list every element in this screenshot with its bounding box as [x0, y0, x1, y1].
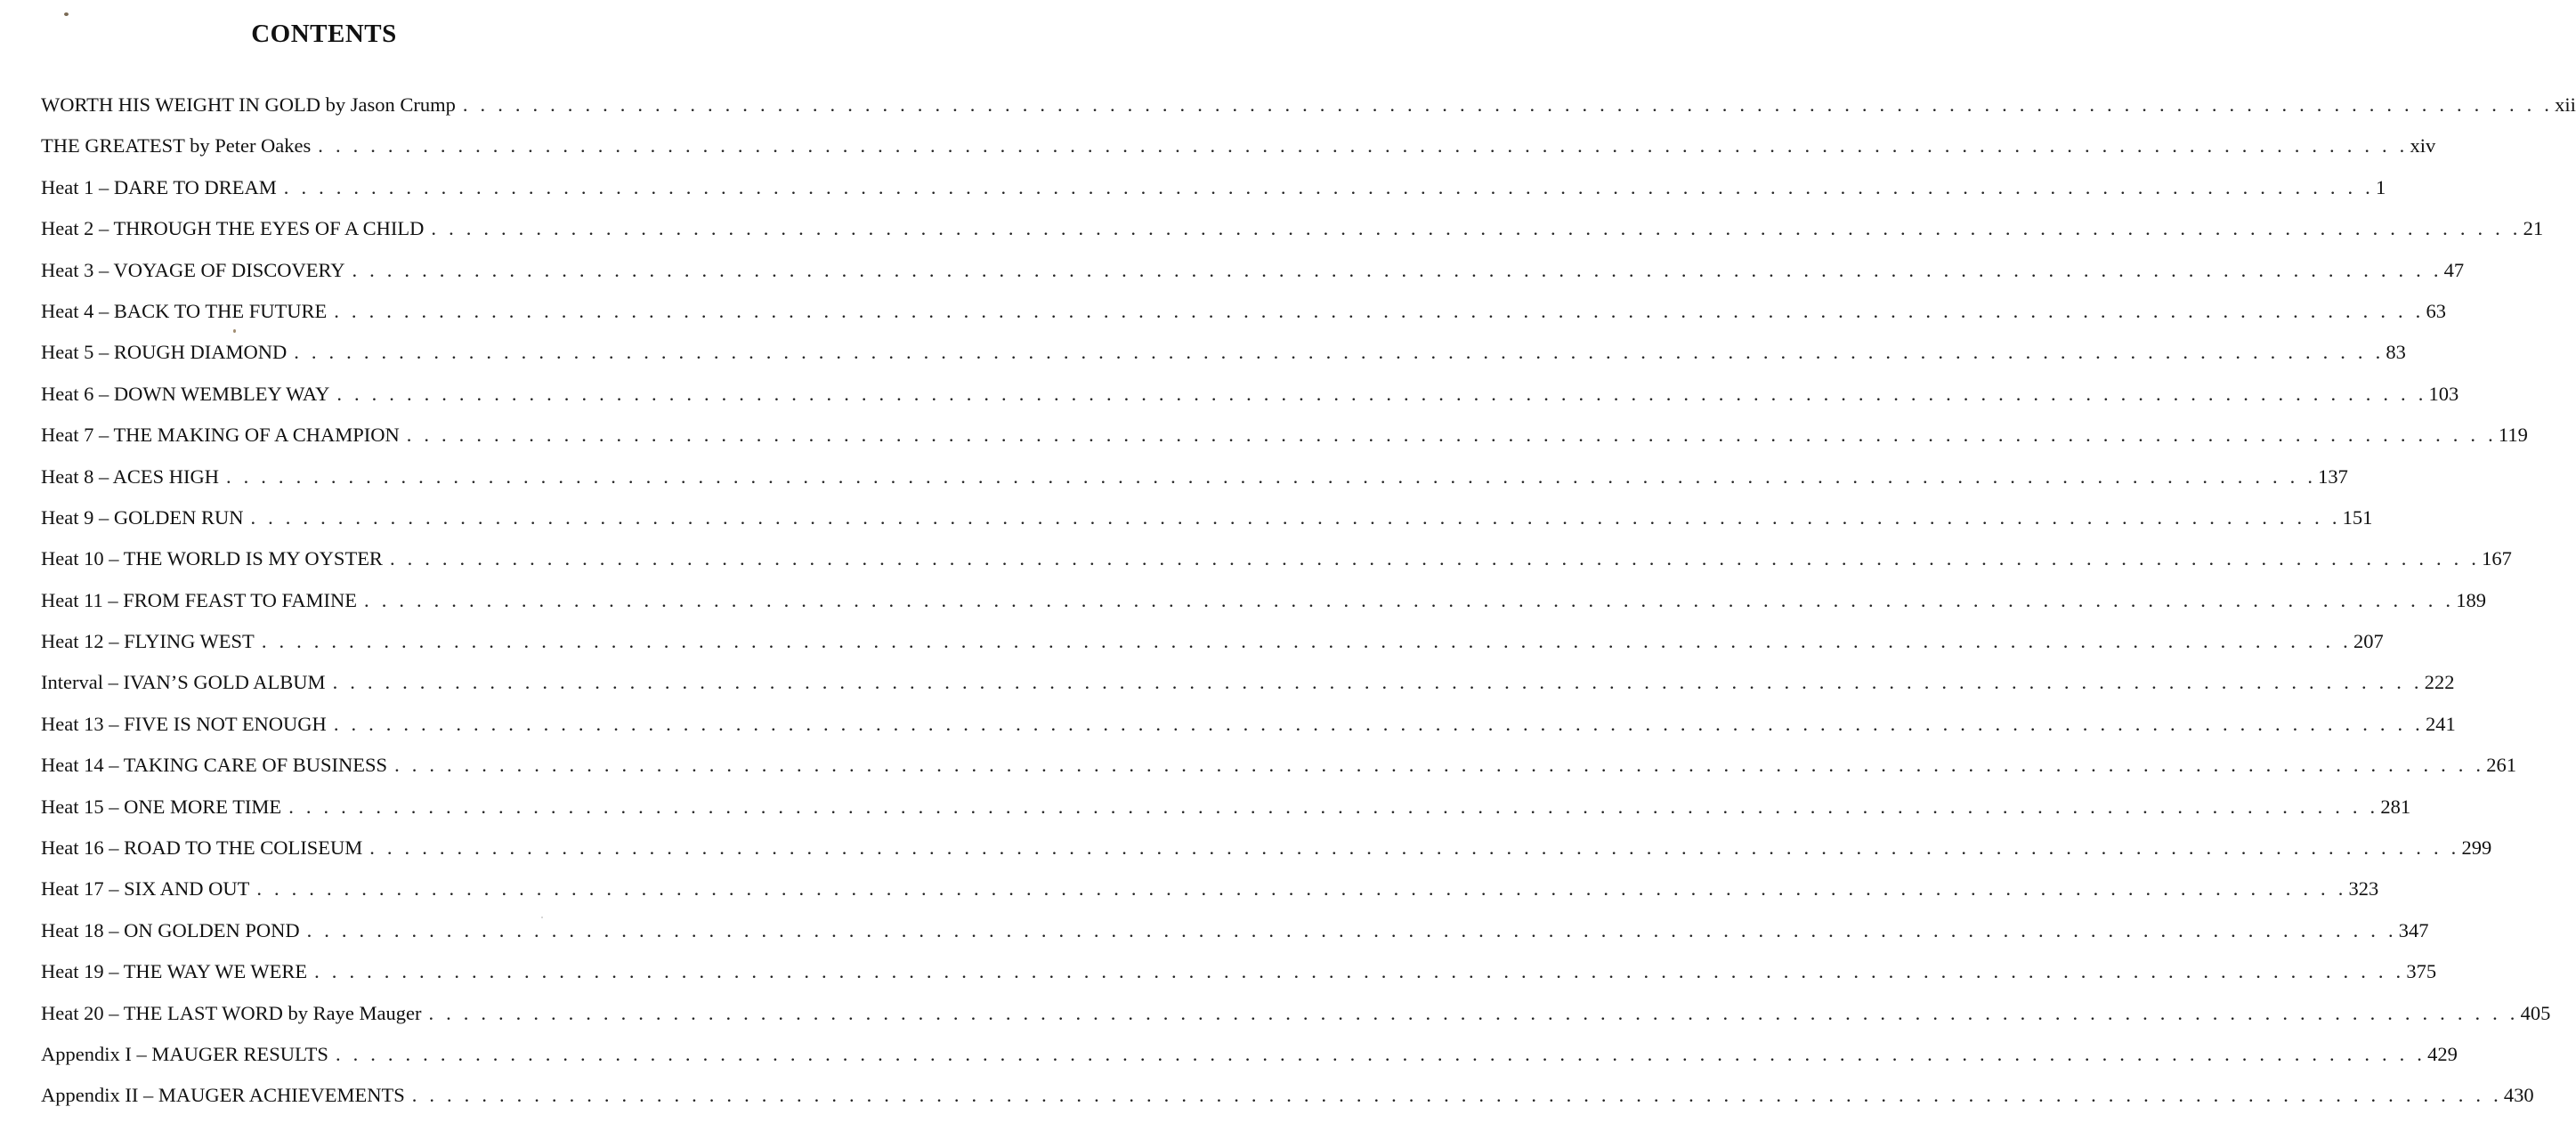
toc-entry-title: Heat 14 – TAKING CARE OF BUSINESS — [41, 754, 388, 777]
toc-entry[interactable] — [41, 754, 2516, 795]
toc-entry-title: Appendix II – MAUGER ACHIEVEMENTS — [41, 1084, 405, 1107]
toc-entry[interactable] — [41, 505, 2373, 547]
toc-entry-title: Heat 20 – THE LAST WORD by Raye Mauger — [41, 1001, 422, 1024]
toc-entry[interactable] — [41, 630, 2384, 671]
toc-entry-page-number: 47 — [2443, 258, 2465, 281]
toc-entry-page-number: 323 — [2348, 877, 2379, 901]
toc-entry[interactable] — [41, 671, 2455, 712]
toc-entry-page-number: 430 — [2503, 1084, 2534, 1107]
toc-entry-page-number: 63 — [2426, 299, 2446, 322]
toc-entry-page-number: 299 — [2461, 836, 2492, 860]
toc-entry-title: Heat 3 – VOYAGE OF DISCOVERY — [41, 258, 345, 281]
toc-entry[interactable] — [41, 424, 2528, 464]
dot-leader: . . . . . . . . . . . . . . . . . . . . . . . . . . . . . . . . . . . . . . . . . . . . . . . . . . . . . . . . . . . . . . . . . . . . . . . . . . . . . . . . . . . . . . . . . . . . . . . . . . . . . . . . . . . . . . . . . . . . . . . . — [406, 424, 2497, 447]
toc-entry[interactable] — [41, 1042, 2458, 1084]
toc-entry[interactable] — [41, 464, 2348, 506]
toc-entry-page-number: 21 — [2523, 217, 2544, 240]
toc-entry[interactable] — [41, 588, 2486, 630]
dot-leader: . . . . . . . . . . . . . . . . . . . . . . . . . . . . . . . . . . . . . . . . . . . . . . . . . . . . . . . . . . . . . . . . . . . . . . . . . . . . . . . . . . . . . . . . . . . . . . . . . . . . . . . . . . . . . . . . . . . . . . . . — [288, 795, 2379, 818]
toc-entry-page-number: 103 — [2428, 382, 2459, 405]
toc-entry-title: Heat 18 – ON GOLDEN POND — [41, 918, 300, 941]
toc-entry-page-number: 151 — [2342, 505, 2373, 529]
dot-leader: . . . . . . . . . . . . . . . . . . . . . . . . . . . . . . . . . . . . . . . . . . . . . . . . . . . . . . . . . . . . . . . . . . . . . . . . . . . . . . . . . . . . . . . . . . . . . . . . . . . . . . . . . . . . . . . . . . . . . . . . — [394, 754, 2485, 777]
toc-entry-page-number: 281 — [2380, 795, 2411, 818]
dot-leader: . . . . . . . . . . . . . . . . . . . . . . . . . . . . . . . . . . . . . . . . . . . . . . . . . . . . . . . . . . . . . . . . . . . . . . . . . . . . . . . . . . . . . . . . . . . . . . . . . . . . . . . . . . . . . . . . . . . . . . . . — [428, 1001, 2519, 1024]
toc-entry-title: Heat 15 – ONE MORE TIME — [41, 795, 282, 818]
toc-entry[interactable] — [41, 134, 2436, 175]
toc-entry-page-number: 167 — [2482, 547, 2512, 570]
toc-entry-title: Appendix I – MAUGER RESULTS — [41, 1042, 328, 1065]
dot-leader: . . . . . . . . . . . . . . . . . . . . . . . . . . . . . . . . . . . . . . . . . . . . . . . . . . . . . . . . . . . . . . . . . . . . . . . . . . . . . . . . . . . . . . . . . . . . . . . . . . . . . . . . . . . . . . . . . . . . . . . . — [333, 712, 2424, 735]
toc-entry[interactable] — [41, 341, 2406, 382]
toc-entry[interactable] — [41, 1001, 2551, 1043]
toc-entry-title: Heat 1 – DARE TO DREAM — [41, 175, 277, 198]
dot-leader: . . . . . . . . . . . . . . . . . . . . . . . . . . . . . . . . . . . . . . . . . . . . . . . . . . . . . . . . . . . . . . . . . . . . . . . . . . . . . . . . . . . . . . . . . . . . . . . . . . . . . . . . . . . . . . . . . . . . . . . . — [306, 918, 2397, 941]
toc-entry-title: Heat 2 – THROUGH THE EYES OF A CHILD — [41, 217, 425, 240]
dot-leader: . . . . . . . . . . . . . . . . . . . . . . . . . . . . . . . . . . . . . . . . . . . . . . . . . . . . . . . . . . . . . . . . . . . . . . . . . . . . . . . . . . . . . . . . . . . . . . . . . . . . . . . . . . . . . . . . . . . . . . . . — [352, 258, 2442, 281]
toc-entry-page-number: 119 — [2498, 424, 2528, 447]
paper-speck — [64, 12, 69, 16]
dot-leader: . . . . . . . . . . . . . . . . . . . . . . . . . . . . . . . . . . . . . . . . . . . . . . . . . . . . . . . . . . . . . . . . . . . . . . . . . . . . . . . . . . . . . . . . . . . . . . . . . . . . . . . . . . . . . . . . . . . . . . . . — [364, 588, 2455, 611]
toc-entry-title: Heat 17 – SIX AND OUT — [41, 877, 250, 901]
toc-entry[interactable] — [41, 547, 2512, 588]
dot-leader: . . . . . . . . . . . . . . . . . . . . . . . . . . . . . . . . . . . . . . . . . . . . . . . . . . . . . . . . . . . . . . . . . . . . . . . . . . . . . . . . . . . . . . . . . . . . . . . . . . . . . . . . . . . . . . . . . . . . . . . . — [225, 464, 2317, 488]
dot-leader: . . . . . . . . . . . . . . . . . . . . . . . . . . . . . . . . . . . . . . . . . . . . . . . . . . . . . . . . . . . . . . . . . . . . . . . . . . . . . . . . . . . . . . . . . . . . . . . . . . . . . . . . . . . . . . . . . . . . . . . . — [431, 217, 2522, 240]
toc-entry-title: Heat 5 – ROUGH DIAMOND — [41, 341, 288, 364]
table-of-contents — [41, 93, 2576, 1126]
toc-entry[interactable] — [41, 960, 2437, 1001]
toc-entry[interactable] — [41, 93, 2576, 134]
toc-entry[interactable] — [41, 258, 2465, 300]
dot-leader: . . . . . . . . . . . . . . . . . . . . . . . . . . . . . . . . . . . . . . . . . . . . . . . . . . . . . . . . . . . . . . . . . . . . . . . . . . . . . . . . . . . . . . . . . . . . . . . . . . . . . . . . . . . . . . . . . . . . . . . . — [336, 382, 2427, 405]
toc-entry-page-number: 241 — [2426, 712, 2456, 735]
toc-entry-title: Heat 16 – ROAD TO THE COLISEUM — [41, 836, 363, 860]
toc-entry-page-number: xiv — [2410, 134, 2436, 158]
dot-leader: . . . . . . . . . . . . . . . . . . . . . . . . . . . . . . . . . . . . . . . . . . . . . . . . . . . . . . . . . . . . . . . . . . . . . . . . . . . . . . . . . . . . . . . . . . . . . . . . . . . . . . . . . . . . . . . . . . . . . . . . — [411, 1084, 2502, 1107]
dot-leader: . . . . . . . . . . . . . . . . . . . . . . . . . . . . . . . . . . . . . . . . . . . . . . . . . . . . . . . . . . . . . . . . . . . . . . . . . . . . . . . . . . . . . . . . . . . . . . . . . . . . . . . . . . . . . . . . . . . . . . . . — [261, 630, 2352, 653]
toc-entry-page-number: 83 — [2386, 341, 2406, 364]
toc-entry-title: THE GREATEST by Peter Oakes — [41, 134, 312, 158]
toc-entry[interactable] — [41, 712, 2456, 754]
dot-leader: . . . . . . . . . . . . . . . . . . . . . . . . . . . . . . . . . . . . . . . . . . . . . . . . . . . . . . . . . . . . . . . . . . . . . . . . . . . . . . . . . . . . . . . . . . . . . . . . . . . . . . . . . . . . . . . . . . . . . . . . — [462, 93, 2554, 116]
toc-entry-title: Interval – IVAN’S GOLD ALBUM — [41, 671, 326, 694]
toc-entry[interactable] — [41, 217, 2544, 258]
toc-entry[interactable] — [41, 795, 2411, 836]
toc-entry[interactable] — [41, 918, 2429, 960]
toc-entry-title: Heat 10 – THE WORLD IS MY OYSTER — [41, 547, 383, 570]
dot-leader: . . . . . . . . . . . . . . . . . . . . . . . . . . . . . . . . . . . . . . . . . . . . . . . . . . . . . . . . . . . . . . . . . . . . . . . . . . . . . . . . . . . . . . . . . . . . . . . . . . . . . . . . . . . . . . . . . . . . . . . . — [250, 505, 2341, 529]
toc-entry-page-number: xii — [2555, 93, 2576, 116]
toc-entry[interactable] — [41, 836, 2492, 877]
toc-entry-title: Heat 9 – GOLDEN RUN — [41, 505, 244, 529]
toc-entry-page-number: 137 — [2318, 464, 2348, 488]
toc-entry-title: Heat 7 – THE MAKING OF A CHAMPION — [41, 424, 400, 447]
contents-heading: CONTENTS — [251, 20, 397, 48]
toc-entry-page-number: 207 — [2353, 630, 2384, 653]
toc-entry-title: Heat 13 – FIVE IS NOT ENOUGH — [41, 712, 327, 735]
toc-entry-page-number: 405 — [2520, 1001, 2551, 1024]
toc-entry-page-number: 1 — [2375, 175, 2386, 198]
toc-entry-title: Heat 11 – FROM FEAST TO FAMINE — [41, 588, 358, 611]
dot-leader: . . . . . . . . . . . . . . . . . . . . . . . . . . . . . . . . . . . . . . . . . . . . . . . . . . . . . . . . . . . . . . . . . . . . . . . . . . . . . . . . . . . . . . . . . . . . . . . . . . . . . . . . . . . . . . . . . . . . . . . . — [294, 341, 2385, 364]
toc-entry-title: WORTH HIS WEIGHT IN GOLD by Jason Crump — [41, 93, 456, 116]
toc-entry-title: Heat 19 – THE WAY WE WERE — [41, 960, 308, 983]
dot-leader: . . . . . . . . . . . . . . . . . . . . . . . . . . . . . . . . . . . . . . . . . . . . . . . . . . . . . . . . . . . . . . . . . . . . . . . . . . . . . . . . . . . . . . . . . . . . . . . . . . . . . . . . . . . . . . . . . . . . . . . . — [332, 671, 2423, 694]
toc-entry-page-number: 429 — [2427, 1042, 2458, 1065]
toc-entry-page-number: 375 — [2406, 960, 2437, 983]
toc-entry[interactable] — [41, 1084, 2534, 1125]
toc-entry[interactable] — [41, 877, 2379, 918]
toc-entry-page-number: 347 — [2398, 918, 2429, 941]
toc-entry-page-number: 261 — [2486, 754, 2516, 777]
toc-entry[interactable] — [41, 175, 2386, 217]
dot-leader: . . . . . . . . . . . . . . . . . . . . . . . . . . . . . . . . . . . . . . . . . . . . . . . . . . . . . . . . . . . . . . . . . . . . . . . . . . . . . . . . . . . . . . . . . . . . . . . . . . . . . . . . . . . . . . . . . . . . . . . . — [256, 877, 2347, 901]
toc-entry-title: Heat 6 – DOWN WEMBLEY WAY — [41, 382, 330, 405]
dot-leader: . . . . . . . . . . . . . . . . . . . . . . . . . . . . . . . . . . . . . . . . . . . . . . . . . . . . . . . . . . . . . . . . . . . . . . . . . . . . . . . . . . . . . . . . . . . . . . . . . . . . . . . . . . . . . . . . . . . . . . . . — [334, 299, 2425, 322]
dot-leader: . . . . . . . . . . . . . . . . . . . . . . . . . . . . . . . . . . . . . . . . . . . . . . . . . . . . . . . . . . . . . . . . . . . . . . . . . . . . . . . . . . . . . . . . . . . . . . . . . . . . . . . . . . . . . . . . . . . . . . . . — [389, 547, 2481, 570]
toc-entry-page-number: 189 — [2456, 588, 2486, 611]
toc-entry-title: Heat 12 – FLYING WEST — [41, 630, 255, 653]
toc-entry[interactable] — [41, 299, 2446, 341]
toc-entry-title: Heat 4 – BACK TO THE FUTURE — [41, 299, 328, 322]
dot-leader: . . . . . . . . . . . . . . . . . . . . . . . . . . . . . . . . . . . . . . . . . . . . . . . . . . . . . . . . . . . . . . . . . . . . . . . . . . . . . . . . . . . . . . . . . . . . . . . . . . . . . . . . . . . . . . . . . . . . . . . . — [314, 960, 2405, 983]
dot-leader: . . . . . . . . . . . . . . . . . . . . . . . . . . . . . . . . . . . . . . . . . . . . . . . . . . . . . . . . . . . . . . . . . . . . . . . . . . . . . . . . . . . . . . . . . . . . . . . . . . . . . . . . . . . . . . . . . . . . . . . . — [318, 134, 2409, 158]
toc-entry-title: Heat 8 – ACES HIGH — [41, 464, 219, 488]
dot-leader: . . . . . . . . . . . . . . . . . . . . . . . . . . . . . . . . . . . . . . . . . . . . . . . . . . . . . . . . . . . . . . . . . . . . . . . . . . . . . . . . . . . . . . . . . . . . . . . . . . . . . . . . . . . . . . . . . . . . . . . . — [283, 175, 2374, 198]
dot-leader: . . . . . . . . . . . . . . . . . . . . . . . . . . . . . . . . . . . . . . . . . . . . . . . . . . . . . . . . . . . . . . . . . . . . . . . . . . . . . . . . . . . . . . . . . . . . . . . . . . . . . . . . . . . . . . . . . . . . . . . . — [335, 1042, 2426, 1065]
dot-leader: . . . . . . . . . . . . . . . . . . . . . . . . . . . . . . . . . . . . . . . . . . . . . . . . . . . . . . . . . . . . . . . . . . . . . . . . . . . . . . . . . . . . . . . . . . . . . . . . . . . . . . . . . . . . . . . . . . . . . . . . — [369, 836, 2460, 860]
toc-entry-page-number: 222 — [2424, 671, 2455, 694]
toc-entry[interactable] — [41, 382, 2459, 424]
